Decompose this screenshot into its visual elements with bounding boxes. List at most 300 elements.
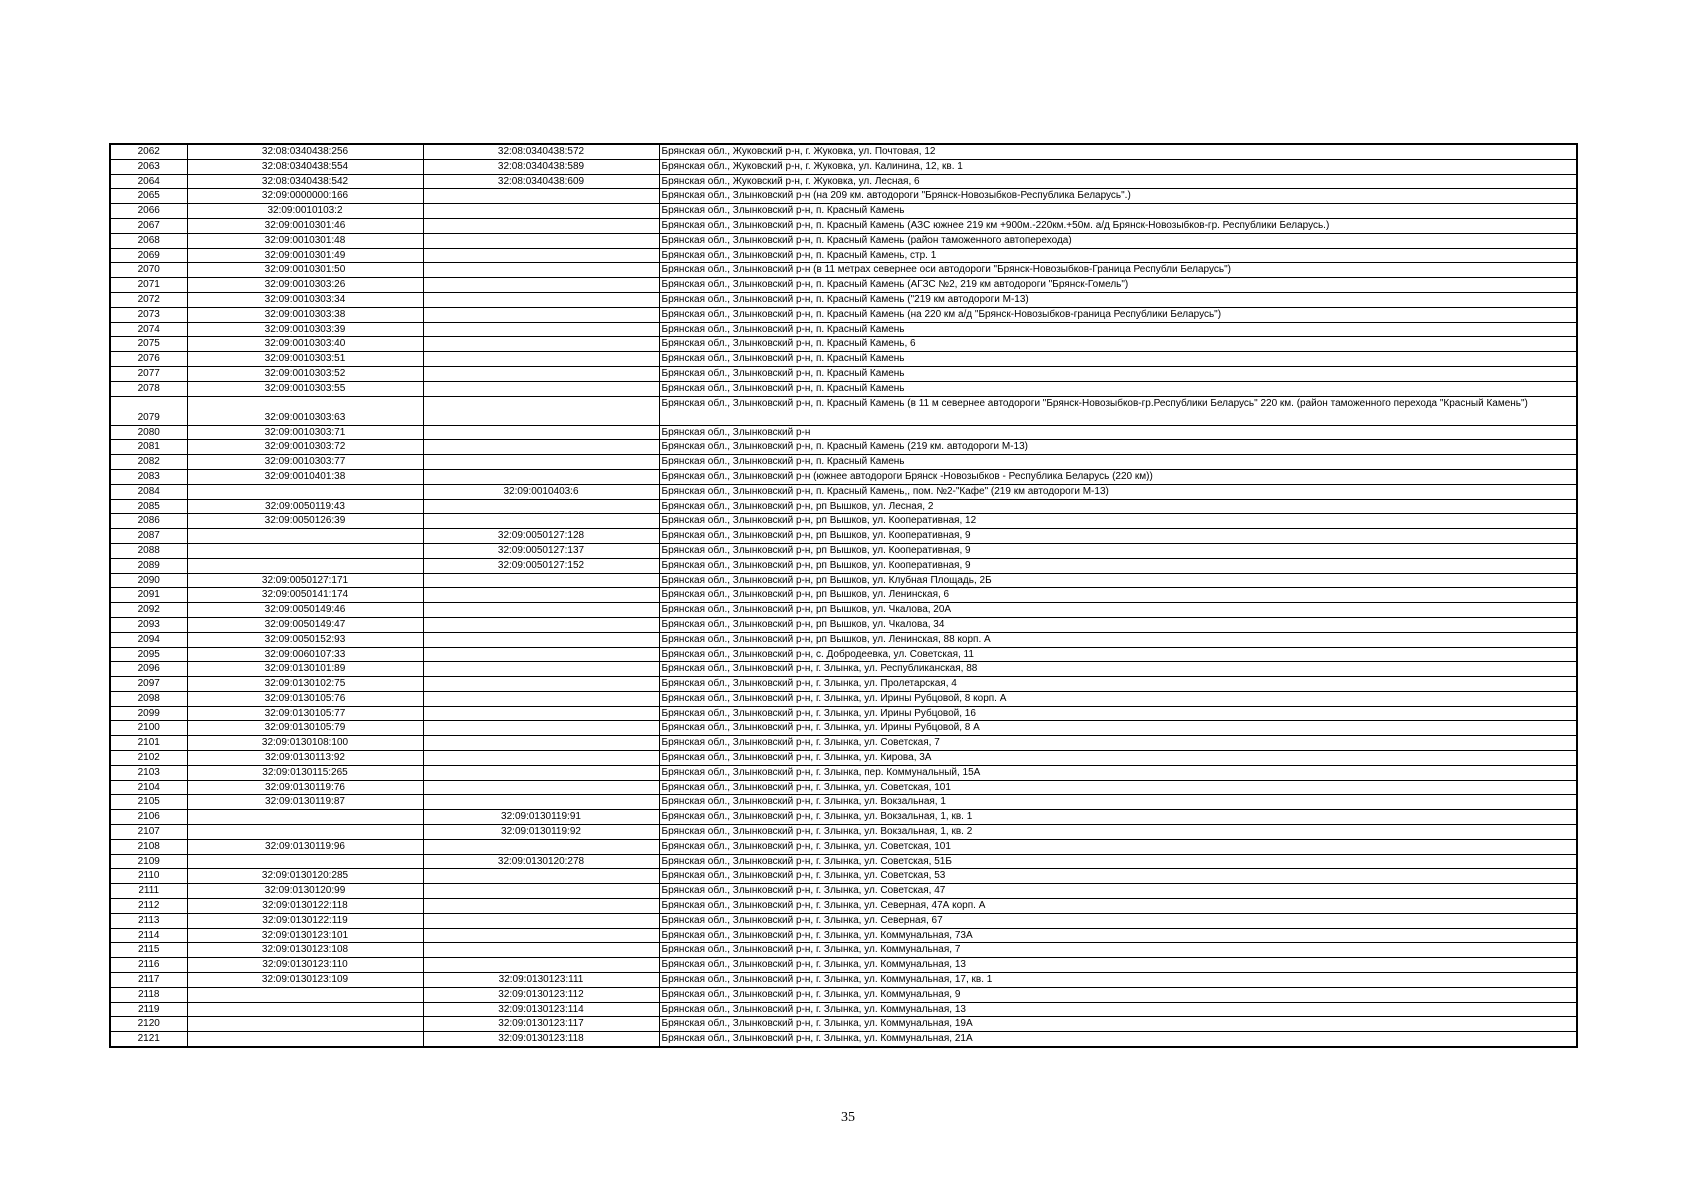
address-cell: Брянская обл., Злынковский р-н (южнее автодороги Брянск -Новозыбков - Республика Беларусь (220 км)) (659, 469, 1577, 484)
cadastral-number-cell: 32:09:0050119:43 (187, 499, 423, 514)
address-cell: Брянская обл., Злынковский р-н (659, 425, 1577, 440)
cadastral-number-cell: 32:09:0130122:118 (187, 899, 423, 914)
sub-object-number-cell: 32:09:0130123:112 (423, 987, 659, 1002)
address-cell: Брянская обл., Злынковский р-н, п. Красный Камень (на 220 км а/д "Брянск-Новозыбков-граница Республики Беларусь") (659, 307, 1577, 322)
address-cell: Брянская обл., Злынковский р-н, г. Злынка, ул. Коммунальная, 73А (659, 928, 1577, 943)
table-row (110, 780, 1577, 795)
sub-object-number-cell (423, 765, 659, 780)
cadastral-number-cell: 32:09:0010401:38 (187, 469, 423, 484)
sub-object-number-cell: 32:09:0130123:114 (423, 1002, 659, 1017)
row-number-cell: 2100 (110, 721, 187, 736)
row-number-cell: 2119 (110, 1002, 187, 1017)
cadastral-number-cell: 32:09:0130120:285 (187, 869, 423, 884)
sub-object-number-cell (423, 706, 659, 721)
cadastral-number-cell: 32:09:0060107:33 (187, 647, 423, 662)
table-row (110, 795, 1577, 810)
row-number-cell: 2078 (110, 381, 187, 396)
cadastral-number-cell: 32:09:0010103:2 (187, 204, 423, 219)
sub-object-number-cell: 32:08:0340438:609 (423, 174, 659, 189)
table-row (110, 839, 1577, 854)
table-row (110, 691, 1577, 706)
cadastral-number-cell: 32:09:0010303:40 (187, 337, 423, 352)
address-cell: Брянская обл., Злынковский р-н, г. Злынка, ул. Северная, 47А корп. А (659, 899, 1577, 914)
sub-object-number-cell (423, 617, 659, 632)
cadastral-number-cell: 32:09:0010303:38 (187, 307, 423, 322)
address-cell: Брянская обл., Жуковский р-н, г. Жуковка, ул. Почтовая, 12 (659, 144, 1577, 159)
page-number: 35 (841, 1110, 855, 1125)
address-cell: Брянская обл., Злынковский р-н, рп Вышков, ул. Кооперативная, 9 (659, 558, 1577, 573)
table-row (110, 204, 1577, 219)
address-cell: Брянская обл., Злынковский р-н, п. Красный Камень (219 км. автодороги М-13) (659, 440, 1577, 455)
cadastral-number-cell: 32:09:0010301:50 (187, 263, 423, 278)
cadastral-number-cell: 32:09:0010303:63 (187, 396, 423, 425)
address-cell: Брянская обл., Злынковский р-н, п. Красный Камень (659, 204, 1577, 219)
cadastral-number-cell (187, 558, 423, 573)
sub-object-number-cell (423, 677, 659, 692)
row-number-cell: 2116 (110, 958, 187, 973)
row-number-cell: 2104 (110, 780, 187, 795)
address-cell: Брянская обл., Злынковский р-н, г. Злынка, ул. Коммунальная, 17, кв. 1 (659, 973, 1577, 988)
address-cell: Брянская обл., Злынковский р-н, г. Злынка, ул. Вокзальная, 1 (659, 795, 1577, 810)
sub-object-number-cell (423, 943, 659, 958)
table-row (110, 263, 1577, 278)
row-number-cell: 2112 (110, 899, 187, 914)
address-cell: Брянская обл., Злынковский р-н, с. Добродеевка, ул. Советская, 11 (659, 647, 1577, 662)
sub-object-number-cell: 32:09:0130120:278 (423, 854, 659, 869)
row-number-cell: 2098 (110, 691, 187, 706)
table-row (110, 928, 1577, 943)
address-cell: Брянская обл., Злынковский р-н, рп Вышков, ул. Ленинская, 88 корп. А (659, 632, 1577, 647)
sub-object-number-cell (423, 322, 659, 337)
sub-object-number-cell (423, 780, 659, 795)
address-cell: Брянская обл., Злынковский р-н, г. Злынка, ул. Ирины Рубцовой, 16 (659, 706, 1577, 721)
row-number-cell: 2065 (110, 189, 187, 204)
cadastral-number-cell: 32:09:0130101:89 (187, 662, 423, 677)
cadastral-number-cell: 32:09:0010303:34 (187, 292, 423, 307)
cadastral-number-cell: 32:09:0010303:51 (187, 352, 423, 367)
address-cell: Брянская обл., Злынковский р-н, рп Вышков, ул. Чкалова, 20А (659, 603, 1577, 618)
table-row (110, 736, 1577, 751)
table-row (110, 396, 1577, 425)
sub-object-number-cell: 32:09:0010403:6 (423, 484, 659, 499)
sub-object-number-cell (423, 721, 659, 736)
address-cell: Брянская обл., Злынковский р-н, п. Красный Камень (659, 455, 1577, 470)
sub-object-number-cell (423, 662, 659, 677)
row-number-cell: 2076 (110, 352, 187, 367)
sub-object-number-cell (423, 425, 659, 440)
cadastral-number-cell: 32:08:0340438:542 (187, 174, 423, 189)
address-cell: Брянская обл., Злынковский р-н, п. Красный Камень, 6 (659, 337, 1577, 352)
cadastral-number-cell: 32:09:0010303:26 (187, 278, 423, 293)
row-number-cell: 2077 (110, 366, 187, 381)
cadastral-number-cell: 32:09:0010303:77 (187, 455, 423, 470)
table-row (110, 144, 1577, 159)
table-row (110, 543, 1577, 558)
sub-object-number-cell (423, 958, 659, 973)
cadastral-number-cell: 32:09:0010303:39 (187, 322, 423, 337)
row-number-cell: 2086 (110, 514, 187, 529)
row-number-cell: 2114 (110, 928, 187, 943)
cadastral-number-cell: 32:09:0130123:109 (187, 973, 423, 988)
cadastral-number-cell: 32:09:0010303:52 (187, 366, 423, 381)
sub-object-number-cell (423, 839, 659, 854)
cadastral-number-cell (187, 810, 423, 825)
row-number-cell: 2069 (110, 248, 187, 263)
address-cell: Брянская обл., Злынковский р-н, рп Вышков, ул. Клубная Площадь, 2Б (659, 573, 1577, 588)
table-row (110, 588, 1577, 603)
sub-object-number-cell (423, 514, 659, 529)
table-row (110, 987, 1577, 1002)
cadastral-number-cell (187, 484, 423, 499)
cadastral-number-cell (187, 543, 423, 558)
sub-object-number-cell (423, 691, 659, 706)
table-row (110, 573, 1577, 588)
address-cell: Брянская обл., Злынковский р-н, п. Красный Камень (район таможенного автоперехода) (659, 233, 1577, 248)
table-row (110, 248, 1577, 263)
row-number-cell: 2108 (110, 839, 187, 854)
cadastral-number-cell: 32:09:0130119:96 (187, 839, 423, 854)
row-number-cell: 2103 (110, 765, 187, 780)
address-cell: Брянская обл., Злынковский р-н, г. Злынка, ул. Советская, 7 (659, 736, 1577, 751)
row-number-cell: 2091 (110, 588, 187, 603)
sub-object-number-cell (423, 278, 659, 293)
cadastral-number-cell: 32:09:0130115:265 (187, 765, 423, 780)
table-row (110, 352, 1577, 367)
table-row (110, 899, 1577, 914)
row-number-cell: 2064 (110, 174, 187, 189)
table-row (110, 751, 1577, 766)
row-number-cell: 2067 (110, 218, 187, 233)
cadastral-number-cell: 32:09:0010301:46 (187, 218, 423, 233)
address-cell: Брянская обл., Злынковский р-н, г. Злынка, ул. Советская, 101 (659, 780, 1577, 795)
row-number-cell: 2083 (110, 469, 187, 484)
row-number-cell: 2087 (110, 529, 187, 544)
cadastral-number-cell (187, 1017, 423, 1032)
row-number-cell: 2094 (110, 632, 187, 647)
sub-object-number-cell (423, 366, 659, 381)
sub-object-number-cell (423, 292, 659, 307)
cadastral-number-cell: 32:09:0050127:171 (187, 573, 423, 588)
cadastral-number-cell: 32:09:0010301:48 (187, 233, 423, 248)
row-number-cell: 2117 (110, 973, 187, 988)
row-number-cell: 2082 (110, 455, 187, 470)
row-number-cell: 2095 (110, 647, 187, 662)
cadastral-number-cell (187, 1032, 423, 1047)
table-row (110, 484, 1577, 499)
cadastral-number-cell: 32:09:0130113:92 (187, 751, 423, 766)
table-row (110, 233, 1577, 248)
table-row (110, 278, 1577, 293)
address-cell: Брянская обл., Злынковский р-н, г. Злынка, ул. Коммунальная, 19А (659, 1017, 1577, 1032)
cadastral-number-cell: 32:09:0130105:76 (187, 691, 423, 706)
cadastral-number-cell: 32:09:0130122:119 (187, 913, 423, 928)
address-cell: Брянская обл., Злынковский р-н, г. Злынка, ул. Ирины Рубцовой, 8 А (659, 721, 1577, 736)
row-number-cell: 2110 (110, 869, 187, 884)
row-number-cell: 2075 (110, 337, 187, 352)
row-number-cell: 2120 (110, 1017, 187, 1032)
sub-object-number-cell (423, 455, 659, 470)
row-number-cell: 2074 (110, 322, 187, 337)
address-cell: Брянская обл., Злынковский р-н, г. Злынка, ул. Коммунальная, 7 (659, 943, 1577, 958)
address-cell: Брянская обл., Жуковский р-н, г. Жуковка, ул. Лесная, 6 (659, 174, 1577, 189)
sub-object-number-cell (423, 899, 659, 914)
sub-object-number-cell (423, 233, 659, 248)
cadastral-number-cell: 32:09:0050141:174 (187, 588, 423, 603)
row-number-cell: 2085 (110, 499, 187, 514)
table-row (110, 943, 1577, 958)
address-cell: Брянская обл., Злынковский р-н, г. Злынка, ул. Вокзальная, 1, кв. 1 (659, 810, 1577, 825)
row-number-cell: 2115 (110, 943, 187, 958)
sub-object-number-cell (423, 396, 659, 425)
cadastral-number-cell: 32:08:0340438:554 (187, 159, 423, 174)
registry-table-body (110, 144, 1577, 1047)
row-number-cell: 2121 (110, 1032, 187, 1047)
cadastral-number-cell: 32:09:0050149:46 (187, 603, 423, 618)
address-cell: Брянская обл., Злынковский р-н, г. Злынка, ул. Коммунальная, 21А (659, 1032, 1577, 1047)
table-row (110, 1017, 1577, 1032)
table-row (110, 825, 1577, 840)
address-cell: Брянская обл., Злынковский р-н, п. Красный Камень (659, 381, 1577, 396)
table-row (110, 558, 1577, 573)
row-number-cell: 2071 (110, 278, 187, 293)
row-number-cell: 2109 (110, 854, 187, 869)
cadastral-number-cell (187, 854, 423, 869)
cadastral-number-cell: 32:09:0130105:77 (187, 706, 423, 721)
table-row (110, 455, 1577, 470)
sub-object-number-cell (423, 928, 659, 943)
sub-object-number-cell (423, 573, 659, 588)
table-row (110, 854, 1577, 869)
address-cell: Брянская обл., Злынковский р-н, г. Злынка, ул. Северная, 67 (659, 913, 1577, 928)
table-row (110, 307, 1577, 322)
cadastral-number-cell (187, 825, 423, 840)
row-number-cell: 2079 (110, 396, 187, 425)
sub-object-number-cell: 32:09:0050127:137 (423, 543, 659, 558)
row-number-cell: 2090 (110, 573, 187, 588)
table-row (110, 514, 1577, 529)
table-row (110, 218, 1577, 233)
table-row (110, 499, 1577, 514)
sub-object-number-cell (423, 913, 659, 928)
table-row (110, 617, 1577, 632)
row-number-cell: 2102 (110, 751, 187, 766)
row-number-cell: 2088 (110, 543, 187, 558)
row-number-cell: 2084 (110, 484, 187, 499)
row-number-cell: 2089 (110, 558, 187, 573)
address-cell: Брянская обл., Злынковский р-н, п. Красный Камень (в 11 м севернее автодороги "Брянск-Новозыбков-гр.Республики Беларусь" 220 км. (район таможенного перехода "Красный Камень") (659, 396, 1577, 425)
row-number-cell: 2063 (110, 159, 187, 174)
address-cell: Брянская обл., Злынковский р-н, п. Красный Камень (АГЗС №2, 219 км автодороги "Брянск-Гомель") (659, 278, 1577, 293)
registry-table-container (109, 143, 1576, 1048)
address-cell: Брянская обл., Злынковский р-н (в 11 метрах севернее оси автодороги "Брянск-Новозыбков-Граница Республи Беларусь") (659, 263, 1577, 278)
address-cell: Брянская обл., Злынковский р-н, г. Злынка, ул. Советская, 47 (659, 884, 1577, 899)
sub-object-number-cell (423, 795, 659, 810)
address-cell: Брянская обл., Злынковский р-н, рп Вышков, ул. Кооперативная, 9 (659, 543, 1577, 558)
sub-object-number-cell: 32:09:0130123:118 (423, 1032, 659, 1047)
sub-object-number-cell (423, 218, 659, 233)
table-row (110, 440, 1577, 455)
address-cell: Брянская обл., Злынковский р-н, г. Злынка, ул. Вокзальная, 1, кв. 2 (659, 825, 1577, 840)
row-number-cell: 2070 (110, 263, 187, 278)
table-row (110, 529, 1577, 544)
address-cell: Брянская обл., Злынковский р-н, рп Вышков, ул. Лесная, 2 (659, 499, 1577, 514)
table-row (110, 810, 1577, 825)
row-number-cell: 2118 (110, 987, 187, 1002)
cadastral-number-cell: 32:09:0010303:71 (187, 425, 423, 440)
row-number-cell: 2062 (110, 144, 187, 159)
sub-object-number-cell (423, 603, 659, 618)
sub-object-number-cell (423, 204, 659, 219)
address-cell: Брянская обл., Злынковский р-н, г. Злынка, ул. Республиканская, 88 (659, 662, 1577, 677)
table-row (110, 721, 1577, 736)
sub-object-number-cell: 32:09:0050127:152 (423, 558, 659, 573)
address-cell: Брянская обл., Жуковский р-н, г. Жуковка, ул. Калинина, 12, кв. 1 (659, 159, 1577, 174)
address-cell: Брянская обл., Злынковский р-н, п. Красный Камень (АЗС южнее 219 км +900м.-220км.+50м. а/д Брянск-Новозыбков-гр. Республики Беларусь.) (659, 218, 1577, 233)
table-row (110, 189, 1577, 204)
address-cell: Брянская обл., Злынковский р-н, рп Вышков, ул. Кооперативная, 12 (659, 514, 1577, 529)
row-number-cell: 2097 (110, 677, 187, 692)
table-row (110, 958, 1577, 973)
sub-object-number-cell (423, 499, 659, 514)
table-row (110, 322, 1577, 337)
address-cell: Брянская обл., Злынковский р-н, г. Злынка, ул. Советская, 51Б (659, 854, 1577, 869)
table-row (110, 973, 1577, 988)
table-row (110, 292, 1577, 307)
cadastral-number-cell: 32:09:0130120:99 (187, 884, 423, 899)
table-row (110, 159, 1577, 174)
sub-object-number-cell: 32:09:0130119:91 (423, 810, 659, 825)
address-cell: Брянская обл., Злынковский р-н, г. Злынка, пер. Коммунальный, 15А (659, 765, 1577, 780)
table-row (110, 677, 1577, 692)
row-number-cell: 2111 (110, 884, 187, 899)
table-row (110, 1032, 1577, 1047)
cadastral-number-cell (187, 529, 423, 544)
sub-object-number-cell (423, 440, 659, 455)
sub-object-number-cell (423, 869, 659, 884)
table-row (110, 632, 1577, 647)
cadastral-number-cell: 32:09:0050149:47 (187, 617, 423, 632)
sub-object-number-cell (423, 588, 659, 603)
table-row (110, 1002, 1577, 1017)
row-number-cell: 2113 (110, 913, 187, 928)
row-number-cell: 2066 (110, 204, 187, 219)
table-row (110, 174, 1577, 189)
sub-object-number-cell (423, 352, 659, 367)
row-number-cell: 2106 (110, 810, 187, 825)
table-row (110, 469, 1577, 484)
sub-object-number-cell (423, 263, 659, 278)
registry-table (109, 143, 1578, 1048)
address-cell: Брянская обл., Злынковский р-н, г. Злынка, ул. Советская, 101 (659, 839, 1577, 854)
cadastral-number-cell: 32:09:0130123:101 (187, 928, 423, 943)
address-cell: Брянская обл., Злынковский р-н, п. Красный Камень (659, 322, 1577, 337)
row-number-cell: 2073 (110, 307, 187, 322)
address-cell: Брянская обл., Злынковский р-н, п. Красный Камень, стр. 1 (659, 248, 1577, 263)
sub-object-number-cell: 32:09:0130119:92 (423, 825, 659, 840)
address-cell: Брянская обл., Злынковский р-н, г. Злынка, ул. Коммунальная, 9 (659, 987, 1577, 1002)
cadastral-number-cell: 32:09:0000000:166 (187, 189, 423, 204)
cadastral-number-cell: 32:09:0050152:93 (187, 632, 423, 647)
cadastral-number-cell: 32:09:0130105:79 (187, 721, 423, 736)
table-row (110, 662, 1577, 677)
sub-object-number-cell (423, 884, 659, 899)
address-cell: Брянская обл., Злынковский р-н, рп Вышков, ул. Ленинская, 6 (659, 588, 1577, 603)
address-cell: Брянская обл., Злынковский р-н, п. Красный Камень (659, 366, 1577, 381)
cadastral-number-cell: 32:09:0130108:100 (187, 736, 423, 751)
table-row (110, 425, 1577, 440)
table-row (110, 381, 1577, 396)
cadastral-number-cell: 32:09:0010303:55 (187, 381, 423, 396)
table-row (110, 765, 1577, 780)
address-cell: Брянская обл., Злынковский р-н, г. Злынка, ул. Пролетарская, 4 (659, 677, 1577, 692)
address-cell: Брянская обл., Злынковский р-н, г. Злынка, ул. Ирины Рубцовой, 8 корп. А (659, 691, 1577, 706)
sub-object-number-cell (423, 307, 659, 322)
table-row (110, 603, 1577, 618)
sub-object-number-cell (423, 751, 659, 766)
sub-object-number-cell (423, 647, 659, 662)
address-cell: Брянская обл., Злынковский р-н, п. Красный Камень ("219 км автодороги М-13) (659, 292, 1577, 307)
sub-object-number-cell (423, 736, 659, 751)
table-row (110, 706, 1577, 721)
row-number-cell: 2105 (110, 795, 187, 810)
cadastral-number-cell: 32:09:0050126:39 (187, 514, 423, 529)
table-row (110, 884, 1577, 899)
address-cell: Брянская обл., Злынковский р-н, г. Злынка, ул. Коммунальная, 13 (659, 1002, 1577, 1017)
sub-object-number-cell: 32:09:0130123:111 (423, 973, 659, 988)
table-row (110, 913, 1577, 928)
sub-object-number-cell: 32:09:0130123:117 (423, 1017, 659, 1032)
sub-object-number-cell: 32:08:0340438:589 (423, 159, 659, 174)
address-cell: Брянская обл., Злынковский р-н, рп Вышков, ул. Чкалова, 34 (659, 617, 1577, 632)
sub-object-number-cell (423, 189, 659, 204)
sub-object-number-cell (423, 632, 659, 647)
row-number-cell: 2068 (110, 233, 187, 248)
address-cell: Брянская обл., Злынковский р-н, г. Злынка, ул. Советская, 53 (659, 869, 1577, 884)
table-row (110, 647, 1577, 662)
row-number-cell: 2072 (110, 292, 187, 307)
row-number-cell: 2101 (110, 736, 187, 751)
cadastral-number-cell: 32:09:0130119:87 (187, 795, 423, 810)
cadastral-number-cell: 32:09:0130123:108 (187, 943, 423, 958)
cadastral-number-cell: 32:09:0010301:49 (187, 248, 423, 263)
cadastral-number-cell: 32:09:0130102:75 (187, 677, 423, 692)
cadastral-number-cell (187, 1002, 423, 1017)
row-number-cell: 2081 (110, 440, 187, 455)
cadastral-number-cell: 32:08:0340438:256 (187, 144, 423, 159)
address-cell: Брянская обл., Злынковский р-н (на 209 км. автодороги "Брянск-Новозыбков-Республика Беларусь".) (659, 189, 1577, 204)
address-cell: Брянская обл., Злынковский р-н, п. Красный Камень,, пом. №2-"Кафе" (219 км автодороги М-13) (659, 484, 1577, 499)
cadastral-number-cell (187, 987, 423, 1002)
sub-object-number-cell (423, 248, 659, 263)
row-number-cell: 2099 (110, 706, 187, 721)
table-row (110, 366, 1577, 381)
row-number-cell: 2092 (110, 603, 187, 618)
sub-object-number-cell: 32:08:0340438:572 (423, 144, 659, 159)
sub-object-number-cell (423, 381, 659, 396)
address-cell: Брянская обл., Злынковский р-н, г. Злынка, ул. Коммунальная, 13 (659, 958, 1577, 973)
sub-object-number-cell (423, 337, 659, 352)
row-number-cell: 2080 (110, 425, 187, 440)
sub-object-number-cell: 32:09:0050127:128 (423, 529, 659, 544)
cadastral-number-cell: 32:09:0010303:72 (187, 440, 423, 455)
cadastral-number-cell: 32:09:0130119:76 (187, 780, 423, 795)
address-cell: Брянская обл., Злынковский р-н, рп Вышков, ул. Кооперативная, 9 (659, 529, 1577, 544)
address-cell: Брянская обл., Злынковский р-н, п. Красный Камень (659, 352, 1577, 367)
table-row (110, 337, 1577, 352)
cadastral-number-cell: 32:09:0130123:110 (187, 958, 423, 973)
row-number-cell: 2107 (110, 825, 187, 840)
table-row (110, 869, 1577, 884)
